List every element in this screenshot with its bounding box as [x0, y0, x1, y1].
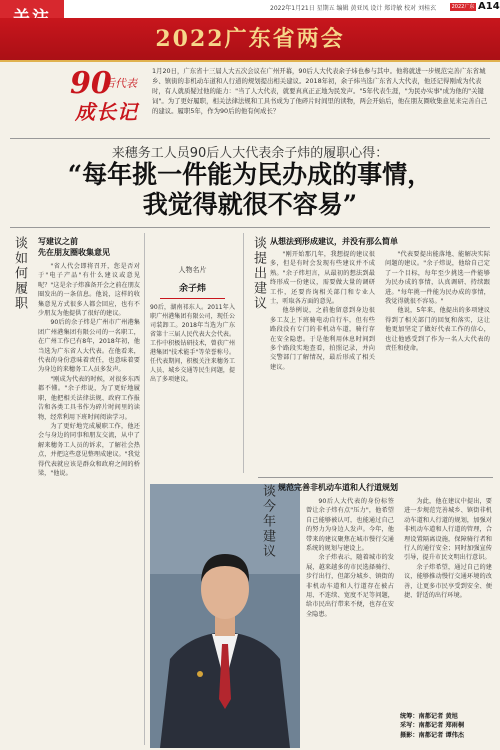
- col4-paragraph: 余子炜表示，随着城市的发展，越来越多的市民选择骑行、步行出行，但部分城乡、镇街的非机动车道和人行道存在被占用、不连续、宽度不足等问题，给市民出行带来不便，也存在安全隐患。: [306, 554, 394, 618]
- col4-paragraph: 为此，他在建议中提出，要进一步规范完善城乡、镇街非机动车道和人行道的规划，加强对非机动车道和人行道的管理，合理设置隔离设施，保障骑行者和行人的通行安全；同时加强宣传引导，提升市民文明出行意识。: [404, 498, 492, 562]
- section-label-how-to-serve: 谈如何履职: [12, 236, 27, 311]
- logo-line1: 后代表: [104, 77, 137, 90]
- profile-rule: [160, 298, 225, 299]
- col1-paragraph: "省人代会即将召开，您是否对于"电子产品"有什么建议或意见呢？"这是余子炜准备开会之前在朋友圈发出的一条信息。他说，这样的收集意见方式很多人都会回应，也有不少朋友为他提供了很好的建议。: [38, 263, 140, 318]
- headline-subtitle: 来穗务工人员90后人大代表余子炜的履职心得：: [111, 146, 389, 161]
- profile-card: [150, 265, 235, 443]
- headline-line2: 我觉得就很不容易”: [142, 190, 358, 219]
- portrait-photo: [150, 484, 300, 748]
- col1-heading: [38, 236, 138, 258]
- column-rule: [144, 233, 145, 745]
- col3-paragraph: 他说，5年来，他提出的多项建议得到了相关部门的回复和落实，这让他更加坚定了做好代表工作的信心，也让他感受到了作为一名人大代表的责任和使命。: [385, 307, 490, 353]
- dateline: 2022年1月21日 星期五 编辑 黄亚凤 设计 郑诗敏 校对 刘桂玄: [270, 5, 437, 12]
- section-label-proposals: 谈提出建议: [251, 236, 266, 311]
- col1-heading-line1: 写建议之前: [38, 237, 78, 246]
- col1-paragraph: 为了更好地完成履职工作，他还会与身边的同事和朋友交流，从中了解来穗务工人员的诉求，了解社会热点，并把这些意见整理成建议。"我觉得代表就应该是群众和政府之间的桥梁，"他说。: [38, 422, 140, 477]
- divider: [10, 227, 490, 228]
- credit-line: 采写：南都记者 郑雨桐: [400, 722, 465, 730]
- col1-paragraph: 90后的余子炜是广州市广州港集团广州港集团有限公司的一名职工，在广州工作已有8年，2018年初，他当选为广东省人大代表。在他看来，代表的身份意味着责任，也意味着要为身边的来穗务工人员多发声。: [38, 319, 140, 374]
- col1-body: [38, 262, 140, 746]
- logo-number: 90: [70, 66, 112, 101]
- logo-line2: 成长记: [75, 100, 138, 124]
- banner-gold-line: [0, 60, 500, 62]
- divider: [10, 138, 490, 139]
- col4-paragraph: 90后人大代表的身份标签曾让余子炜有点"压力"，他希望自己能够被认可，也能通过自己的努力为身边人发声。今年，他带来的建议聚焦在城市慢行交通系统的规划与建设上。: [306, 498, 394, 553]
- credit-line: 统筹：南都记者 黄旭: [400, 713, 458, 720]
- profile-card-title: 人物名片: [178, 266, 207, 274]
- col3-paragraph: 他举例说，之前他留意到身边很多工友上下班骑电动自行车，但有些路段没有专门的非机动车道，骑行存在安全隐患。于是他利用休息时间到多个路段实地查看，拍照记录，并向交警部门了解情况，最后形成了相关建议。: [270, 307, 375, 371]
- divider: [258, 477, 493, 478]
- red-tag: 2022广东省两会: [451, 4, 475, 18]
- col4-body: [306, 497, 492, 711]
- col1-heading-line2: 先在朋友圈收集意见: [38, 248, 110, 257]
- profile-text: 90后，湖南祁东人。2011年入职广州港集团有限公司，现任公司装卸工。2018年当选为广东省第十三届人民代表大会代表。工作中积极钻研技术，曾获广州港集团"技术能手"等荣誉称号。任代表期间，积极关注来穗务工人员、城乡交通等民生问题，提出了多项建议。: [150, 304, 235, 383]
- credit-line: 摄影：南都记者 谭伟杰: [400, 731, 465, 739]
- credits: [400, 712, 492, 748]
- headline-line1: “每年挑一件能为民办成的事情，: [67, 160, 433, 189]
- col4-heading: 规范完善非机动车道和人行道规划: [278, 483, 398, 492]
- banner-title: 2022广东省两会: [155, 26, 345, 52]
- headline: [0, 160, 500, 220]
- col3-body: [270, 250, 490, 472]
- col4-paragraph: 余子炜希望，通过自己的建议，能够推动慢行交通环境的改善，让更多市民享受到安全、便捷、舒适的出行环境。: [404, 563, 492, 600]
- section-label-this-year: 谈今年建议: [260, 484, 275, 559]
- col3-heading: 从想法到形成建议，并没有那么简单: [270, 237, 398, 246]
- col3-paragraph: "代表要提出能落地、能解决实际问题的建议。"余子炜说，他给自己定了一个目标，每年至少挑选一件能够为民办成的事情，认真调研、持续跟进。"每年挑一件能为民办成的事情，我觉得就很不容易。": [385, 251, 490, 306]
- column-rule: [243, 233, 244, 473]
- profile-name: 余子炜: [178, 284, 206, 294]
- intro-paragraph: 1月20日，广东省十三届人大五次会议在广州开幕，90后人大代表余子炜也参与其中。他将就进一步规范完善广东省城乡、镇街的非机动车道和人行道的规划提出相关建议。2018年初，余子炜当选广东省人大代表，他还记得刚成为代表时，有人就质疑过他的能力："当了人大代表，就要真真正正地为民发声。"5年代表生涯，"为民办实事"成为他的"关键词"。为了更好履职，相关法律法规和工具书成为了他碎片时间里的读物，两会开始后，他在朋友圈收集意见来完善自己的建议。履职5年，作为90后的他有何成长？: [152, 67, 488, 115]
- page-number: A14: [478, 1, 500, 12]
- col3-paragraph: "刚开始那几年，我想提的建议很多，但是有时会发现有些建议并不成熟。"余子炜坦言，从最初的想法到最终形成一份建议，需要做大量的调研工作，还要咨询相关部门和专业人士，听取各方面的意见。: [270, 251, 375, 306]
- col1-paragraph: "刚成为代表的时候，对很多东西都不懂。"余子炜说，为了更好地履职，他把相关法律法规、政府工作报告和各类工具书作为碎片时间里的读物，经常利用下班时间阅读学习。: [38, 375, 140, 421]
